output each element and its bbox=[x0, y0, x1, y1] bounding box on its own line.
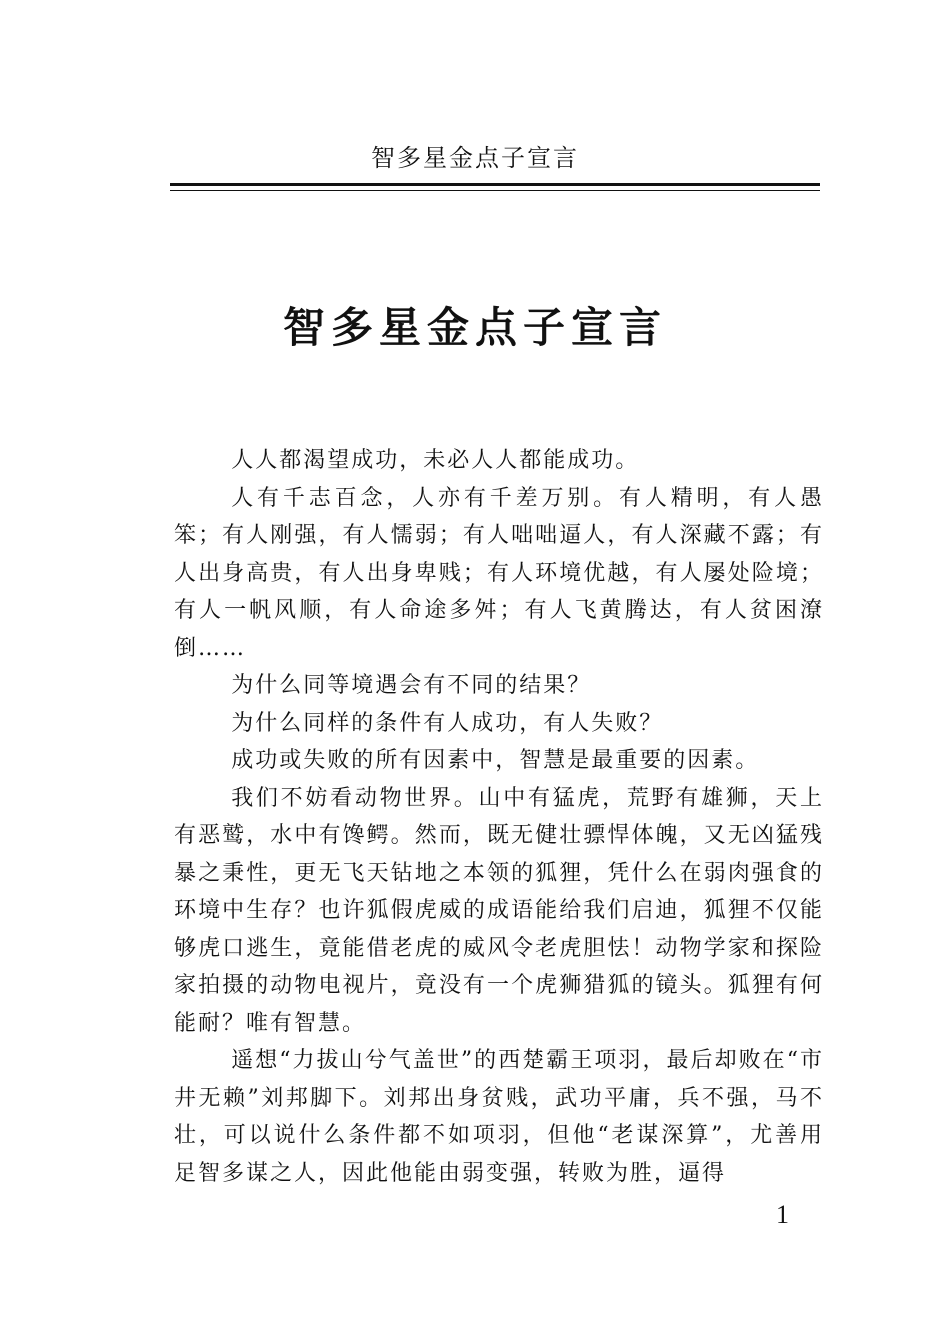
running-header: 智多星金点子宣言 bbox=[371, 144, 579, 172]
paragraph: 为什么同等境遇会有不同的结果？ bbox=[231, 673, 592, 698]
paragraph: 人人都渴望成功，未必人人都能成功。 bbox=[231, 448, 640, 473]
paragraph: 为什么同样的条件有人成功，有人失败？ bbox=[231, 710, 664, 736]
page-title: 智多星金点子宣言 bbox=[282, 303, 667, 352]
paragraph: 遥想“力拔山兮气盖世”的西楚霸王项羽，最后却败在“市井无赖”刘邦脚下。刘邦出身贫贱，武功平庸，兵不强，马不壮，可以说什么条件都不如项羽，但他“老谋深算”，尤善用足智多谋之人，因此他能由弱变强，转败为胜，逼得 bbox=[174, 1048, 824, 1186]
paragraph: 我们不妨看动物世界。山中有猛虎，荒野有雄狮，天上有恶鹫，水中有馋鳄。然而，既无健壮骠悍体魄，又无凶猛残暴之秉性，更无飞天钻地之本领的狐狸，凭什么在弱肉强食的环境中生存？也许狐假虎威的成语能给我们启迪，狐狸不仅能够虎口逃生，竟能借老虎的威风令老虎胆怯！动物学家和探险家拍摄的动物电视片，竟没有一个虎狮猎狐的镜头。狐狸有何能耐？唯有智慧。 bbox=[174, 785, 824, 1036]
paragraph: 人有千志百念，人亦有千差万别。有人精明，有人愚笨；有人刚强，有人懦弱；有人咄咄逼人，有人深藏不露；有人出身高贵，有人出身卑贱；有人环境优越，有人屡处险境；有人一帆风顺，有人命途多舛；有人飞黄腾达，有人贫困潦倒…… bbox=[174, 485, 824, 661]
body-text bbox=[174, 442, 824, 1192]
page-number: 1 bbox=[776, 1200, 789, 1229]
header-rule-thin bbox=[170, 190, 820, 191]
header-rule-thick bbox=[170, 183, 820, 186]
paragraph: 成功或失败的所有因素中，智慧是最重要的因素。 bbox=[231, 748, 760, 773]
